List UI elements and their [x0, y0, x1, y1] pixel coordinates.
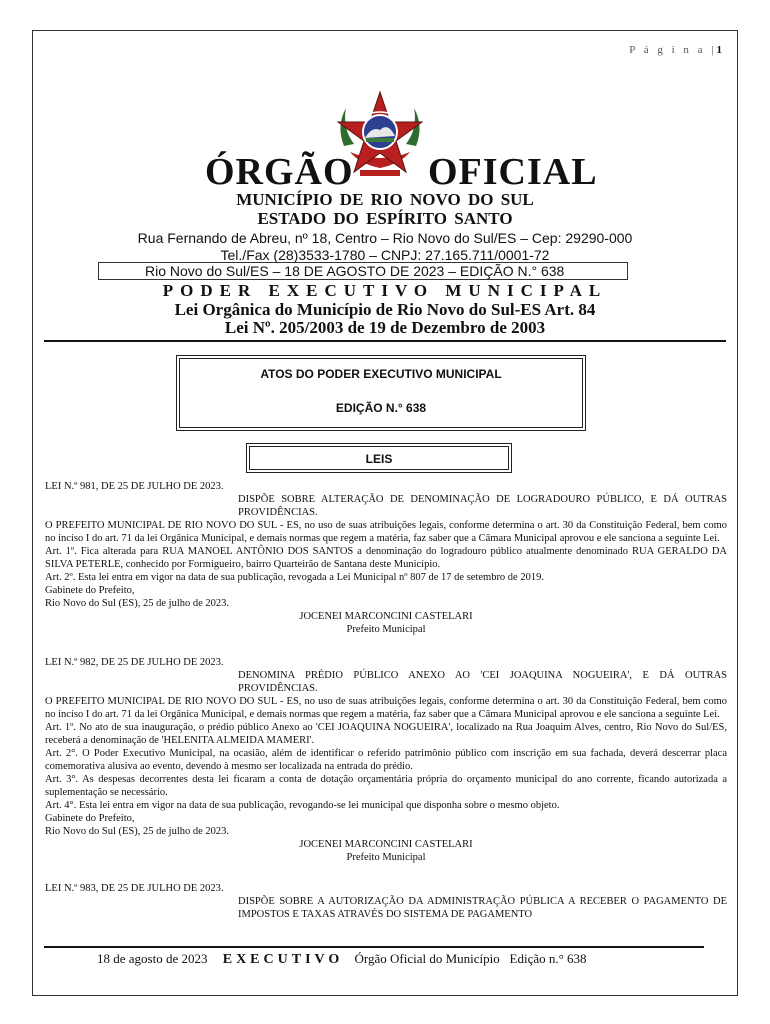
contact-line: Tel./Fax (28)3533-1780 – CNPJ: 27.165.711/0001-72: [220, 247, 550, 263]
header-divider: [44, 340, 726, 342]
law-heading: LEI N.º 981, DE 25 DE JULHO DE 2023.: [45, 481, 224, 492]
footer: [97, 951, 587, 968]
place-date: Rio Novo do Sul (ES), 25 de julho de 2023.: [45, 826, 230, 837]
footer-divider: [44, 946, 704, 948]
title-orgao: ÓRGÃO: [205, 151, 354, 193]
acts-edition: EDIÇÃO N.° 638: [335, 401, 427, 415]
page-number-value: 1: [716, 44, 722, 56]
acts-title: ATOS DO PODER EXECUTIVO MUNICIPAL: [260, 367, 502, 381]
footer-organ: Órgão Oficial do Município: [354, 951, 500, 966]
power-title: PODER EXECUTIVO MUNICIPAL: [162, 281, 608, 300]
cabinet-line: Gabinete do Prefeito,: [45, 813, 135, 824]
law-article: Art. 2º. Esta lei entra em vigor na data de sua publicação, revogada a Lei Municipal nº 807 de 17 de setembro de 2019.: [45, 572, 544, 583]
state-name: ESTADO DO ESPÍRITO SANTO: [257, 209, 513, 228]
law-981: [45, 480, 727, 636]
municipality-name: MUNICÍPIO DE RIO NOVO DO SUL: [236, 190, 534, 209]
footer-date: 18 de agosto de 2023: [97, 951, 208, 966]
footer-executive: EXECUTIVO: [222, 952, 344, 967]
place-date: Rio Novo do Sul (ES), 25 de julho de 2023.: [45, 598, 230, 609]
address: Rua Fernando de Abreu, nº 18, Centro – Rio Novo do Sul/ES – Cep: 29290-000: [137, 230, 633, 246]
law-article: Art. 3°. As despesas decorrentes desta lei ficaram a conta de dotação orçamentária própria do orçamento municipal do ano corrente, ficando autorizada a suplementação se necessário.: [45, 774, 727, 798]
law-summary: DISPÕE SOBRE ALTERAÇÃO DE DENOMINAÇÃO DE LOGRADOURO PÚBLICO, E DÁ OUTRAS PROVIDÊNCIAS.: [238, 494, 727, 518]
law-983: [45, 882, 727, 921]
footer-edition: Edição n.° 638: [509, 951, 587, 966]
title-oficial: OFICIAL: [428, 151, 598, 193]
signer-name: JOCENEI MARCONCINI CASTELARI: [299, 839, 473, 850]
section-box: [246, 443, 512, 473]
law-article: Art. 1º. No ato de sua inauguração, o prédio público Anexo ao 'CEI JOAQUINA NOGUEIRA', localizado na Rua Joaquim Alves, centro, Rio Novo do Sul/ES, receberá a denominação de 'HELENITA ALMEIDA MAMERI'.: [45, 722, 727, 746]
law-summary: DISPÕE SOBRE A AUTORIZAÇÃO DA ADMINISTRAÇÃO PÚBLICA A RECEBER O PAGAMENTO DE IMPOSTOS E TAXAS ATRAVÉS DO SISTEMA DE PAGAMENTO: [238, 896, 727, 920]
cabinet-line: Gabinete do Prefeito,: [45, 585, 135, 596]
page-label: P á g i n a |: [629, 44, 717, 56]
acts-box: [176, 355, 586, 431]
law-article: Art. 2°. O Poder Executivo Municipal, na ocasião, além de identificar o referido patrimônio público com inscrição em sua fachada, deverá descerrar placa comemorativa alusiva ao evento, devendo à mesmo ser localizada na entrada do prédio.: [45, 748, 727, 772]
law-number: Lei Nº. 205/2003 de 19 de Dezembro de 2003: [224, 318, 546, 337]
page-number: [629, 44, 722, 56]
law-article: Art. 1º. Fica alterada para RUA MANOEL ANTÔNIO DOS SANTOS a denominação do logradouro público atualmente denominado RUA GERALDO DA SILVA PETERLE, conhecido por Formigueiro, bairro Quarteirão de Santana deste Município.: [45, 546, 727, 570]
signer-role: Prefeito Municipal: [346, 852, 426, 863]
edition-line: Rio Novo do Sul/ES – 18 DE AGOSTO DE 2023 – EDIÇÃO N.° 638: [98, 262, 628, 280]
law-preamble: O PREFEITO MUNICIPAL DE RIO NOVO DO SUL - ES, no uso de suas atribuições legais, conforme determina o art. 30 da Constituição Federal, bem como no inciso I do art. 71 da lei Orgânica Municipal, e demais normas que regem a matéria, faz saber que a Câmara Municipal aprovou e ele sanciona a seguinte Lei.: [45, 696, 727, 720]
law-preamble: O PREFEITO MUNICIPAL DE RIO NOVO DO SUL - ES, no uso de suas atribuições legais, conforme determina o art. 30 da Constituição Federal, bem como no inciso I do art. 71 da lei Orgânica Municipal, e demais normas que regem a matéria, faz saber que a Câmara Municipal aprovou e ele sanciona a seguinte Lei.: [45, 520, 727, 544]
law-article: Art. 4°. Esta lei entra em vigor na data de sua publicação, revogando-se lei municipal que disponha sobre o mesmo objeto.: [45, 800, 560, 811]
signer-role: Prefeito Municipal: [346, 624, 426, 635]
organic-law: Lei Orgânica do Município de Rio Novo do Sul-ES Art. 84: [174, 300, 596, 319]
section-title: LEIS: [249, 446, 509, 470]
law-982: [45, 656, 727, 864]
law-heading: LEI N.º 982, DE 25 DE JULHO DE 2023.: [45, 657, 224, 668]
signer-name: JOCENEI MARCONCINI CASTELARI: [299, 611, 473, 622]
law-heading: LEI N.º 983, DE 25 DE JULHO DE 2023.: [45, 883, 224, 894]
law-summary: DENOMINA PRÉDIO PÚBLICO ANEXO AO 'CEI JOAQUINA NOGUEIRA', E DÁ OUTRAS PROVIDÊNCIAS.: [238, 670, 727, 694]
